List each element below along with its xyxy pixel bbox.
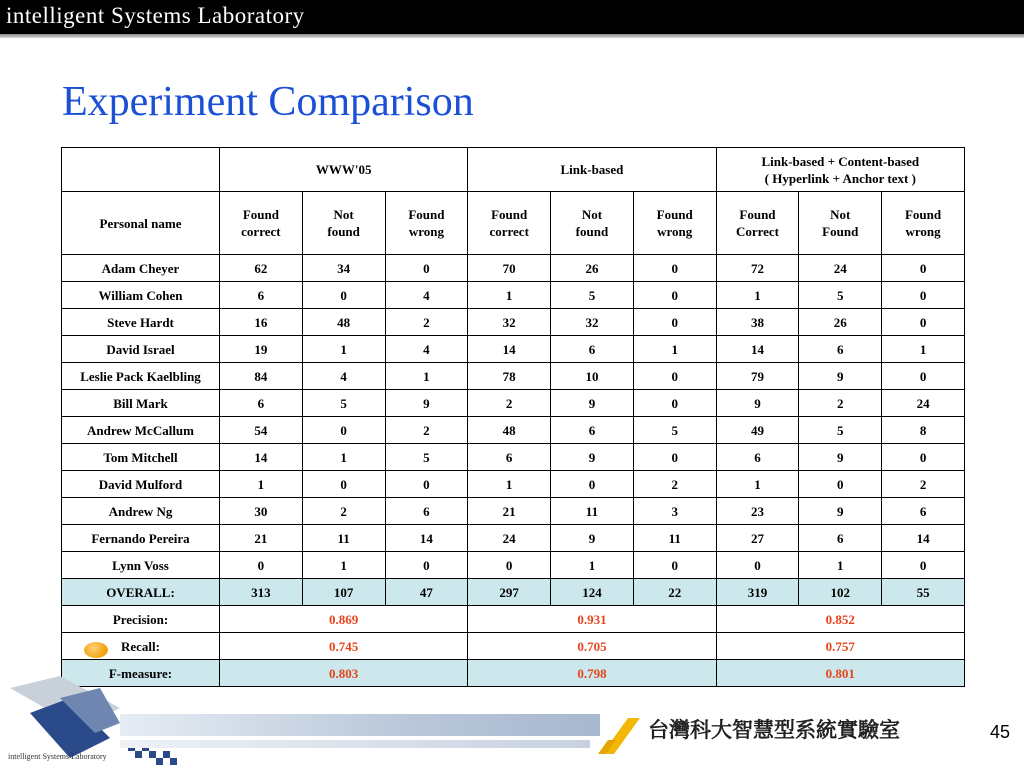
- value-cell: 1: [882, 336, 965, 363]
- value-cell: 48: [468, 417, 551, 444]
- yellow-swoosh-icon: [598, 716, 642, 756]
- value-cell: 2: [385, 309, 468, 336]
- value-cell: 24: [799, 255, 882, 282]
- sub-header-line: correct: [241, 224, 281, 239]
- overall-value-cell: 313: [220, 579, 303, 606]
- table-row: [62, 444, 965, 471]
- value-cell: 9: [385, 390, 468, 417]
- value-cell: 6: [799, 525, 882, 552]
- value-cell: 1: [220, 471, 303, 498]
- sub-header: [716, 192, 799, 255]
- overall-value-cell: 107: [302, 579, 385, 606]
- sub-header-line: Found: [242, 207, 279, 222]
- value-cell: 1: [302, 336, 385, 363]
- value-cell: 0: [633, 255, 716, 282]
- value-cell: 23: [716, 498, 799, 525]
- value-cell: 30: [220, 498, 303, 525]
- metric-value-cell: 0.803: [220, 660, 468, 687]
- value-cell: 1: [302, 552, 385, 579]
- table-row: [62, 336, 965, 363]
- value-cell: 70: [468, 255, 551, 282]
- table-row: [62, 390, 965, 417]
- value-cell: 0: [882, 444, 965, 471]
- overall-value-cell: 297: [468, 579, 551, 606]
- value-cell: 4: [385, 336, 468, 363]
- sub-header-line: Found: [491, 207, 528, 222]
- value-cell: 1: [633, 336, 716, 363]
- logo-text: intelligent Systems Laboratory: [8, 752, 107, 761]
- header-bar: [0, 0, 1024, 34]
- sub-header-line: Not: [581, 207, 603, 222]
- value-cell: 48: [302, 309, 385, 336]
- person-name-cell: David Mulford: [62, 471, 220, 498]
- value-cell: 78: [468, 363, 551, 390]
- value-cell: 5: [302, 390, 385, 417]
- sub-header-line: Not: [830, 207, 851, 222]
- person-name-cell: Andrew Ng: [62, 498, 220, 525]
- corner-cell: [62, 148, 220, 192]
- table-row: [62, 417, 965, 444]
- value-cell: 0: [882, 255, 965, 282]
- value-cell: 4: [302, 363, 385, 390]
- value-cell: 5: [799, 417, 882, 444]
- value-cell: 6: [551, 336, 634, 363]
- value-cell: 1: [716, 471, 799, 498]
- table-row: [62, 309, 965, 336]
- value-cell: 3: [633, 498, 716, 525]
- metric-value-cell: 0.705: [468, 633, 716, 660]
- value-cell: 1: [551, 552, 634, 579]
- value-cell: 6: [716, 444, 799, 471]
- table-row: [62, 363, 965, 390]
- metric-label: Precision:: [62, 606, 220, 633]
- sub-header-line: Found: [408, 207, 445, 222]
- value-cell: 0: [385, 255, 468, 282]
- sub-header-line: correct: [489, 224, 529, 239]
- value-cell: 0: [799, 471, 882, 498]
- metric-label: F-measure:: [62, 660, 220, 687]
- name-header: Personal name: [62, 192, 220, 255]
- value-cell: 6: [220, 390, 303, 417]
- value-cell: 0: [633, 390, 716, 417]
- table-row: [62, 525, 965, 552]
- value-cell: 6: [220, 282, 303, 309]
- value-cell: 2: [302, 498, 385, 525]
- group-header-link-content-line1: Link-based + Content-based: [761, 153, 920, 169]
- metric-value-cell: 0.869: [220, 606, 468, 633]
- table-row: [62, 552, 965, 579]
- value-cell: 0: [302, 471, 385, 498]
- metric-value-cell: 0.745: [220, 633, 468, 660]
- value-cell: 26: [799, 309, 882, 336]
- value-cell: 10: [551, 363, 634, 390]
- value-cell: 1: [799, 552, 882, 579]
- value-cell: 34: [302, 255, 385, 282]
- value-cell: 2: [799, 390, 882, 417]
- value-cell: 8: [882, 417, 965, 444]
- sub-header: [385, 192, 468, 255]
- sub-header-line: Found: [739, 207, 776, 222]
- metric-row: [62, 606, 965, 633]
- metric-value-cell: 0.852: [716, 606, 964, 633]
- table-row: [62, 498, 965, 525]
- value-cell: 0: [882, 309, 965, 336]
- value-cell: 0: [882, 282, 965, 309]
- value-cell: 14: [716, 336, 799, 363]
- value-cell: 4: [385, 282, 468, 309]
- value-cell: 0: [551, 471, 634, 498]
- value-cell: 1: [385, 363, 468, 390]
- value-cell: 84: [220, 363, 303, 390]
- value-cell: 0: [385, 471, 468, 498]
- value-cell: 0: [633, 282, 716, 309]
- metric-value-cell: 0.757: [716, 633, 964, 660]
- value-cell: 9: [799, 363, 882, 390]
- value-cell: 1: [716, 282, 799, 309]
- value-cell: 24: [468, 525, 551, 552]
- value-cell: 5: [385, 444, 468, 471]
- value-cell: 0: [302, 282, 385, 309]
- value-cell: 2: [385, 417, 468, 444]
- overall-row: [62, 579, 965, 606]
- value-cell: 11: [633, 525, 716, 552]
- value-cell: 79: [716, 363, 799, 390]
- value-cell: 38: [716, 309, 799, 336]
- sub-header-line: Found: [656, 207, 693, 222]
- header-title: intelligent Systems Laboratory: [6, 3, 305, 28]
- table-row: [62, 471, 965, 498]
- group-header-link-based: Link-based: [468, 148, 716, 192]
- value-cell: 16: [220, 309, 303, 336]
- comparison-table: [61, 147, 965, 687]
- lab-name-chinese: 台灣科大智慧型系統實驗室: [648, 717, 900, 742]
- value-cell: 6: [385, 498, 468, 525]
- value-cell: 6: [799, 336, 882, 363]
- table-row: [62, 255, 965, 282]
- person-name-cell: Adam Cheyer: [62, 255, 220, 282]
- sub-header-line: Found: [904, 207, 942, 222]
- group-header-www05: WWW'05: [220, 148, 468, 192]
- value-cell: 49: [716, 417, 799, 444]
- group-header-row: [62, 148, 965, 192]
- person-name-cell: William Cohen: [62, 282, 220, 309]
- person-name-cell: Leslie Pack Kaelbling: [62, 363, 220, 390]
- metric-value-cell: 0.798: [468, 660, 716, 687]
- value-cell: 0: [468, 552, 551, 579]
- value-cell: 5: [633, 417, 716, 444]
- value-cell: 11: [302, 525, 385, 552]
- value-cell: 2: [882, 471, 965, 498]
- overall-value-cell: 55: [882, 579, 965, 606]
- sub-header-row: [62, 192, 965, 255]
- value-cell: 6: [882, 498, 965, 525]
- value-cell: 9: [551, 444, 634, 471]
- person-name-cell: Andrew McCallum: [62, 417, 220, 444]
- value-cell: 1: [302, 444, 385, 471]
- sub-header: [220, 192, 303, 255]
- sub-header: [882, 192, 965, 255]
- sub-header: [551, 192, 634, 255]
- value-cell: 14: [385, 525, 468, 552]
- sub-header: [468, 192, 551, 255]
- sub-header-line: Found: [822, 224, 859, 239]
- person-name-cell: Steve Hardt: [62, 309, 220, 336]
- person-name-cell: Bill Mark: [62, 390, 220, 417]
- person-name-cell: David Israel: [62, 336, 220, 363]
- value-cell: 21: [220, 525, 303, 552]
- metric-label: Recall:: [62, 633, 220, 660]
- overall-value-cell: 22: [633, 579, 716, 606]
- sub-header-line: wrong: [408, 224, 444, 239]
- value-cell: 9: [551, 525, 634, 552]
- value-cell: 26: [551, 255, 634, 282]
- sub-header-line: Not: [333, 207, 354, 222]
- sub-header: [799, 192, 882, 255]
- value-cell: 54: [220, 417, 303, 444]
- orb-bullet-icon: [84, 642, 108, 658]
- value-cell: 0: [882, 552, 965, 579]
- value-cell: 1: [468, 282, 551, 309]
- sub-header: [633, 192, 716, 255]
- overall-value-cell: 124: [551, 579, 634, 606]
- sub-header: [302, 192, 385, 255]
- slide-title: Experiment Comparison: [62, 79, 474, 125]
- value-cell: 5: [551, 282, 634, 309]
- value-cell: 5: [799, 282, 882, 309]
- metric-row: [62, 633, 965, 660]
- value-cell: 14: [882, 525, 965, 552]
- value-cell: 6: [551, 417, 634, 444]
- value-cell: 2: [468, 390, 551, 417]
- sub-header-line: found: [327, 224, 360, 239]
- value-cell: 32: [551, 309, 634, 336]
- value-cell: 24: [882, 390, 965, 417]
- value-cell: 6: [468, 444, 551, 471]
- group-header-link-content: [716, 148, 964, 192]
- value-cell: 9: [799, 444, 882, 471]
- footer-band-lower: [120, 740, 590, 748]
- footer-band: [120, 714, 600, 736]
- value-cell: 11: [551, 498, 634, 525]
- metric-value-cell: 0.801: [716, 660, 964, 687]
- value-cell: 72: [716, 255, 799, 282]
- person-name-cell: Lynn Voss: [62, 552, 220, 579]
- sub-header-line: wrong: [905, 224, 941, 239]
- table-row: [62, 282, 965, 309]
- sub-header-line: Correct: [735, 224, 779, 239]
- overall-label: OVERALL:: [62, 579, 220, 606]
- value-cell: 9: [551, 390, 634, 417]
- person-name-cell: Fernando Pereira: [62, 525, 220, 552]
- value-cell: 0: [633, 309, 716, 336]
- overall-value-cell: 319: [716, 579, 799, 606]
- value-cell: 14: [220, 444, 303, 471]
- group-header-link-content-line2: ( Hyperlink + Anchor text ): [764, 170, 916, 186]
- person-name-cell: Tom Mitchell: [62, 444, 220, 471]
- value-cell: 9: [716, 390, 799, 417]
- value-cell: 32: [468, 309, 551, 336]
- value-cell: 21: [468, 498, 551, 525]
- value-cell: 0: [633, 444, 716, 471]
- value-cell: 14: [468, 336, 551, 363]
- sub-header-line: wrong: [657, 224, 693, 239]
- value-cell: 0: [385, 552, 468, 579]
- value-cell: 0: [716, 552, 799, 579]
- overall-value-cell: 102: [799, 579, 882, 606]
- value-cell: 62: [220, 255, 303, 282]
- value-cell: 9: [799, 498, 882, 525]
- value-cell: 19: [220, 336, 303, 363]
- overall-value-cell: 47: [385, 579, 468, 606]
- value-cell: 0: [302, 417, 385, 444]
- value-cell: 0: [633, 552, 716, 579]
- value-cell: 0: [882, 363, 965, 390]
- value-cell: 27: [716, 525, 799, 552]
- metric-value-cell: 0.931: [468, 606, 716, 633]
- page-number: 45: [990, 722, 1011, 742]
- value-cell: 2: [633, 471, 716, 498]
- value-cell: 1: [468, 471, 551, 498]
- value-cell: 0: [633, 363, 716, 390]
- sub-header-line: found: [575, 224, 609, 239]
- value-cell: 0: [220, 552, 303, 579]
